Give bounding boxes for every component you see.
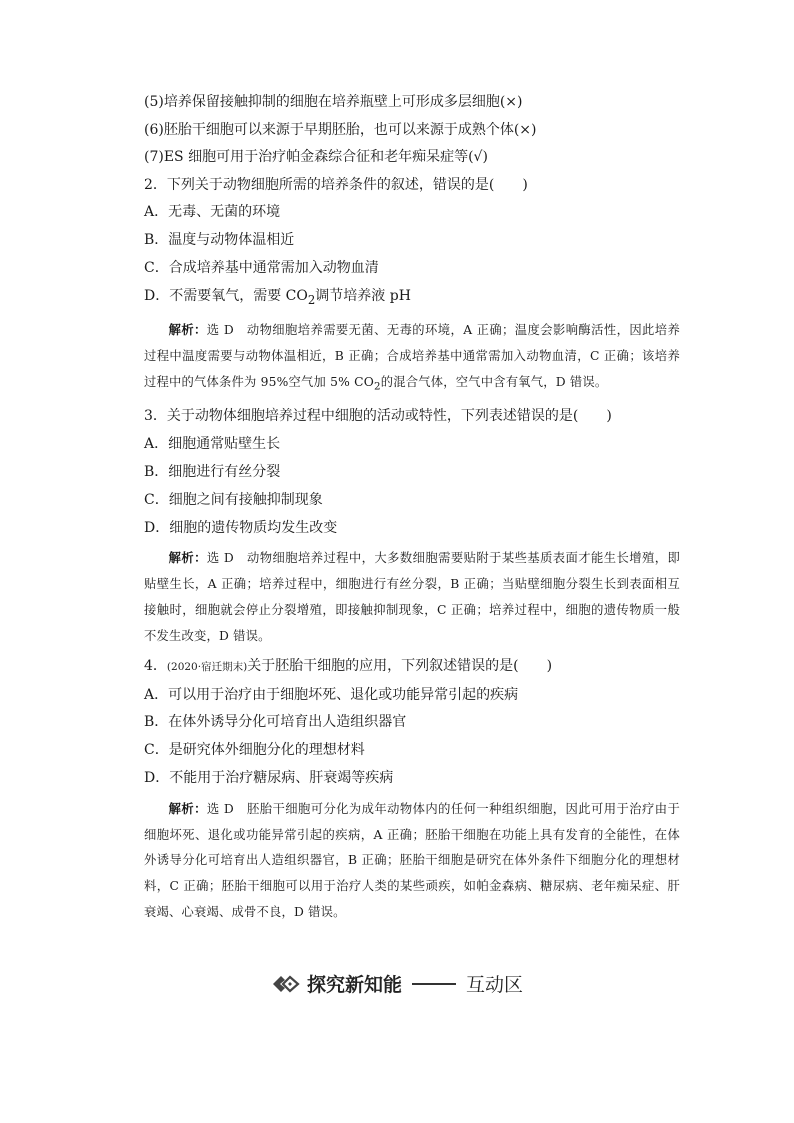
question-4-option-a: A．可以用于治疗由于细胞坏死、退化或功能异常引起的疾病: [144, 686, 519, 703]
analysis-answer: 选 D: [206, 801, 247, 816]
question-4-stem: 4．(2020·宿迁期末)关于胚胎干细胞的应用，下列叙述错误的是( ): [144, 657, 553, 674]
question-4-option-d: D．不能用于治疗糖尿病、肝衰竭等疾病: [144, 770, 394, 787]
question-2-option-a: A．无毒、无菌的环境: [144, 204, 281, 221]
question-3-option-d: D．细胞的遗传物质均发生改变: [144, 519, 338, 536]
section-banner: [0, 970, 794, 997]
analysis-answer: 选 D: [206, 323, 247, 338]
question-3-option-c: C．细胞之间有接触抑制现象: [144, 491, 323, 508]
question-3-option-a: A．细胞通常贴壁生长: [144, 436, 281, 453]
question-2-stem: 2．下列关于动物细胞所需的培养条件的叙述，错误的是( ): [144, 176, 528, 193]
title-dash: [412, 983, 456, 985]
question-3-stem: 3．关于动物体细胞培养过程中细胞的活动或特性，下列表述错误的是( ): [144, 408, 612, 425]
question-3-option-b: B．细胞进行有丝分裂: [144, 464, 281, 481]
analysis-label: 解析：: [168, 800, 207, 816]
section-title: 探究新知能: [306, 974, 402, 996]
analysis-answer: 选 D: [206, 551, 247, 566]
question-source: (2020·宿迁期末): [166, 660, 248, 673]
question-2-analysis: 解析：选 D 动物细胞培养需要无菌、无毒的环境，A 正确；温度会影响酶活性，因此培养过程中温度需要与动物体温相近，B 正确；合成培养基中通常需加入动物血清，C 正确；该培养过程中的气体条件为 95%空气加 5% $CO_2$的混合气体，空气中含有氧气，D 错误。: [144, 322, 680, 393]
question-2-option-c: C．合成培养基中通常需加入动物血清: [144, 259, 379, 276]
question-4-analysis: 解析：选 D 胚胎干细胞可分化为成年动物体内的任何一种组织细胞，因此可用于治疗由于细胞坏死、退化或功能异常引起的疾病，A 正确；胚胎干细胞在功能上具有发育的全能性，在体外诱导分化可培育出人造组织器官，B 正确；胚胎干细胞是研究在体外条件下细胞分化的理想材料，C 正确；胚胎干细胞可以用于治疗人类的某些顽疾，如帕金森病、糖尿病、老年痴呆症、肝衰竭、心衰竭、成骨不良，D 错误。: [144, 800, 680, 920]
judgment-5: (5)培养保留接触抑制的细胞在培养瓶壁上可形成多层细胞(×): [144, 94, 523, 110]
section-banner-inner: [271, 970, 523, 997]
content-column: [144, 92, 680, 928]
diamond-logo-icon: [271, 973, 301, 995]
question-2-option-b: B．温度与动物体温相近: [144, 232, 295, 249]
question-3-analysis: 解析：选 D 动物细胞培养过程中，大多数细胞需要贴附于某些基质表面才能生长增殖，即贴壁生长，A 正确；培养过程中，细胞进行有丝分裂，B 正确；当贴壁细胞分裂生长到表面相互接触时，细胞就会停止分裂增殖，即接触抑制现象，C 正确；培养过程中，细胞的遗传物质一般不发生改变，D 错误。: [144, 550, 680, 643]
question-2-option-d: D．不需要氧气，需要 $CO_2$调节培养液 pH: [144, 287, 411, 307]
analysis-label: 解析：: [168, 550, 207, 566]
section-subtitle: 互动区: [466, 974, 524, 996]
judgment-6: (6)胚胎干细胞可以来源于早期胚胎，也可以来源于成熟个体(×): [144, 121, 537, 138]
question-4-option-b: B．在体外诱导分化可培育出人造组织器官: [144, 714, 407, 731]
judgment-7: (7)ES 细胞可用于治疗帕金森综合征和老年痴呆症等(√): [144, 149, 488, 165]
analysis-label: 解析：: [168, 322, 207, 338]
question-4-option-c: C．是研究体外细胞分化的理想材料: [144, 742, 365, 759]
